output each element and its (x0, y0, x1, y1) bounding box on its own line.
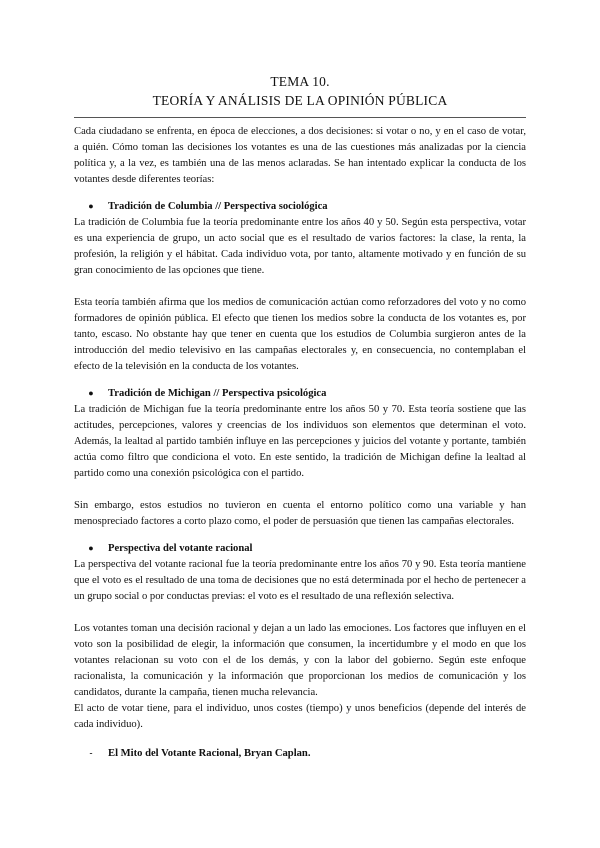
section-heading-columbia: ● Tradición de Columbia // Perspectiva sociológica (74, 198, 526, 215)
bullet-icon: ● (88, 388, 94, 398)
document-page (74, 62, 526, 762)
section-heading-rational-voter: ● Perspectiva del votante racional (74, 540, 526, 557)
intro-paragraph: Cada ciudadano se enfrenta, en época de elecciones, a dos decisiones: si votar o no, y en el caso de votar, a quién. Cómo toman las decisiones los votantes es una de las cuestiones más analizadas por la ciencia política y, a la vez, es también una de las menos aclaradas. Se han intentado explicar la conducta de los votantes desde diferentes teorías: (74, 126, 526, 185)
bullet-icon: ● (88, 201, 94, 211)
section-heading-caplan: - El Mito del Votante Racional, Bryan Caplan. (74, 745, 526, 762)
title-line-2: TEORÍA Y ANÁLISIS DE LA OPINIÓN PÚBLICA (152, 93, 448, 108)
document-title (74, 72, 526, 110)
dash-icon: - (89, 748, 93, 758)
bullet-icon: ● (88, 543, 94, 553)
paragraph: Los votantes toman una decisión racional y dejan a un lado las emociones. Los factores que influyen en el voto son la posibilidad de elegir, la información que consumen, la incertidumbre y el modo en que los votantes relacionan su voto con el de los demás, y con la labor del gobierno. Según este enfoque racionalista, la comunicación y la información que proporcionan los medios de comunicación y los candidatos, durante la campaña, tienen mucha relevancia. El acto de votar tiene, para el individuo, unos costes (tiempo) y unos beneficios (depende del interés de cada individuo). (74, 623, 526, 730)
title-divider (74, 117, 526, 118)
paragraph: Sin embargo, estos estudios no tuvieron en cuenta el entorno político como una variable y han menospreciado factores a corto plazo como, el poder de persuasión que tienen las campañas electorales. (74, 500, 526, 527)
title-line-1: TEMA 10. (270, 74, 330, 89)
section-heading-michigan: ● Tradición de Michigan // Perspectiva psicológica (74, 385, 526, 402)
paragraph: La tradición de Columbia fue la teoría predominante entre los años 40 y 50. Según esta perspectiva, votar es una experiencia de grupo, un acto social que es el resultado de varios factores: la clase, la renta, la profesión, la religión y el hábitat. Cada individuo vota, por tanto, altamente motivado y en función de su gran conocimiento de las opciones que tiene. (74, 217, 526, 276)
paragraph: Esta teoría también afirma que los medios de comunicación actúan como reforzadores del voto y no como formadores de opinión pública. El efecto que tienen los medios sobre la conducta de los votantes es, por tanto, escaso. No obstante hay que tener en cuenta que los estudios de Columbia surgieron antes de la introducción del medio televisivo en las campañas electorales y, en consecuencia, no contemplaban el efecto de la televisión en la conducta de los votantes. (74, 297, 526, 372)
paragraph: La tradición de Michigan fue la teoría predominante entre los años 50 y 70. Esta teoría sostiene que las actitudes, percepciones, valores y creencias de los individuos son elementos que determinan el voto. Además, la lealtad al partido también influye en las percepciones y juicios del votante y portante, también actúa como filtro que condiciona el voto. En este sentido, la tradición de Michigan define la lealtad al partido como una conexión psicológica con el partido. (74, 404, 526, 479)
paragraph: La perspectiva del votante racional fue la teoría predominante entre los años 70 y 90. Esta teoría mantiene que el voto es el resultado de una toma de decisiones que no está determinada por el hecho de pertenecer a un grupo social o por conductas previas: el voto es el resultado de una reflexión selectiva. (74, 559, 526, 602)
